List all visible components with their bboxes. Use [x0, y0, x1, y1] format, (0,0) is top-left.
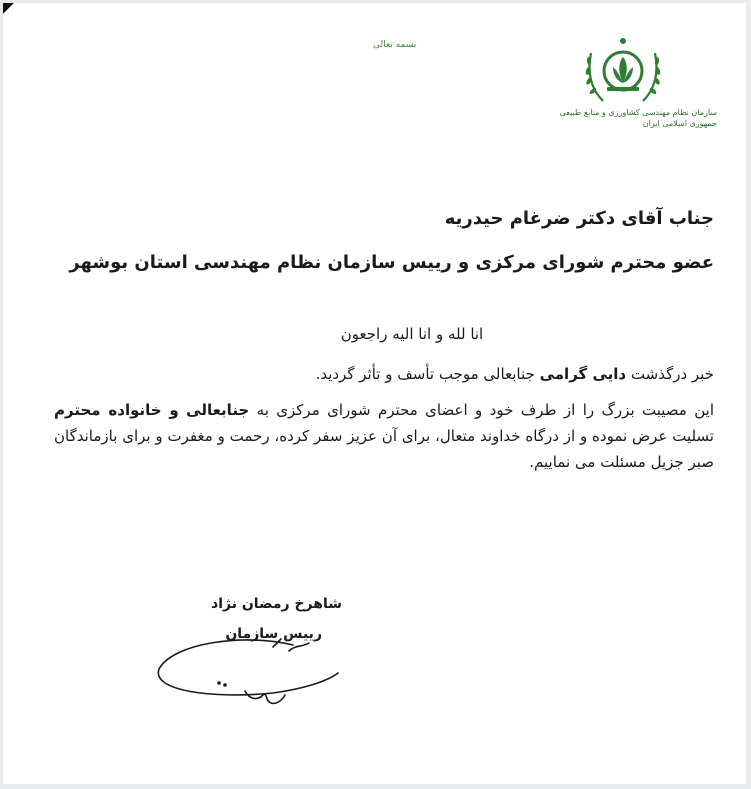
quran-verse: انا لله و انا الیه راجعون	[340, 325, 484, 343]
recipient-title: عضو محترم شورای مرکزی و رییس سازمان نظام مهندسی استان بوشهر	[69, 252, 714, 273]
basmala: بسمه تعالی	[373, 40, 417, 50]
org-name: سازمان نظام مهندسی کشاورزی و منابع طبیعی جمهوری اسلامی ایران	[559, 108, 717, 128]
paragraph-1: خبر درگذشت دایی گرامی جنابعالی موجب تأسف و تأثر گردید.	[315, 365, 714, 383]
letter-body	[54, 321, 714, 475]
signer-title: رییس سازمان	[225, 626, 322, 642]
handwritten-signature	[153, 633, 353, 713]
letter-page	[3, 3, 746, 784]
mourning-ribbon	[3, 3, 129, 51]
paragraph-2: این مصیبت بزرگ را از طرف خود و اعضای محترم شورای مرکزی به جنابعالی و خانواده محترم تسلیت عرض نموده و از درگاه خداوند متعال، برای آن عزیز سفر کرده، رحمت و مغفرت و برای بازماندگان صبر جزیل مسئلت می نماییم.	[54, 401, 714, 471]
signer-name: شاهرخ رمضان نژاد	[211, 596, 342, 612]
wheat-wreath-emblem-icon	[563, 31, 683, 109]
recipient	[69, 206, 714, 276]
recipient-name: جناب آقای دکتر ضرغام حیدریه	[444, 208, 714, 229]
